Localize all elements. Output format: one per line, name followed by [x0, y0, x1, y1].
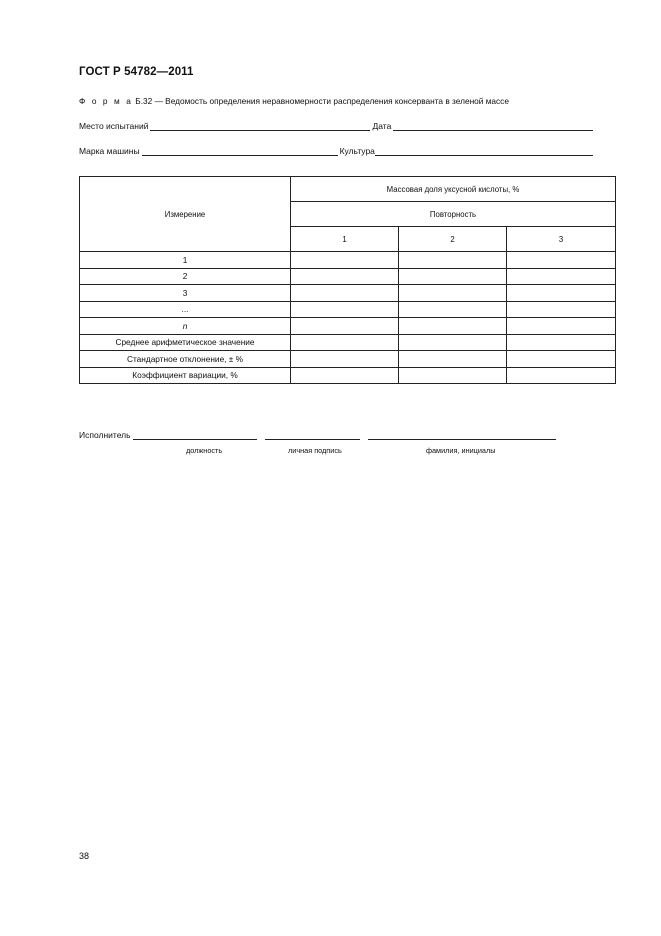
table-row	[80, 252, 616, 269]
table-row	[80, 351, 616, 368]
date-input-line[interactable]	[393, 121, 593, 131]
form-prefix: Ф о р м а	[79, 96, 133, 106]
table-cell[interactable]	[399, 334, 507, 351]
table-row	[80, 268, 616, 285]
table-row	[80, 334, 616, 351]
table-cell[interactable]	[507, 252, 616, 269]
table-cell[interactable]	[291, 285, 399, 302]
table-cell[interactable]	[507, 334, 616, 351]
name-line[interactable]	[368, 430, 556, 440]
row-label: Коэффициент вариации, %	[80, 367, 291, 384]
table-cell[interactable]	[291, 301, 399, 318]
table-row	[80, 301, 616, 318]
measurement-table	[79, 176, 616, 384]
table-cell[interactable]	[399, 268, 507, 285]
table-cell[interactable]	[291, 318, 399, 335]
page-number: 38	[79, 851, 90, 861]
table-cell[interactable]	[507, 367, 616, 384]
table-cell[interactable]	[291, 268, 399, 285]
table-cell[interactable]	[399, 351, 507, 368]
header-repeat-2: 2	[399, 227, 507, 252]
machine-input-line[interactable]	[142, 146, 338, 156]
row-label: 2	[80, 268, 291, 285]
table-cell[interactable]	[507, 301, 616, 318]
table-cell[interactable]	[399, 285, 507, 302]
table-row	[80, 285, 616, 302]
table-cell[interactable]	[399, 367, 507, 384]
place-date-row	[79, 121, 595, 131]
table-cell[interactable]	[399, 301, 507, 318]
table-cell[interactable]	[291, 252, 399, 269]
table-cell[interactable]	[399, 318, 507, 335]
table-cell[interactable]	[507, 268, 616, 285]
table-row	[80, 367, 616, 384]
row-label: Стандартное отклонение, ± %	[80, 351, 291, 368]
position-line[interactable]	[133, 430, 257, 440]
table-cell[interactable]	[399, 252, 507, 269]
machine-label: Марка машины	[79, 146, 140, 156]
header-measurement: Измерение	[80, 177, 291, 252]
row-label: n	[80, 318, 291, 335]
place-label: Место испытаний	[79, 121, 149, 131]
culture-label: Культура	[339, 146, 375, 156]
header-repeatability: Повторность	[291, 202, 616, 227]
header-acetic-acid: Массовая доля уксусной кислоты, %	[291, 177, 616, 202]
signature-line[interactable]	[265, 430, 360, 440]
name-caption: фамилия, инициалы	[426, 446, 496, 455]
executor-row	[79, 430, 556, 440]
place-input-line[interactable]	[150, 121, 370, 131]
table-cell[interactable]	[291, 334, 399, 351]
table-cell[interactable]	[291, 351, 399, 368]
executor-label: Исполнитель	[79, 430, 131, 440]
table-cell[interactable]	[507, 351, 616, 368]
row-label: ...	[80, 301, 291, 318]
row-label: 1	[80, 252, 291, 269]
header-repeat-1: 1	[291, 227, 399, 252]
table-row	[80, 318, 616, 335]
date-label: Дата	[372, 121, 392, 131]
row-label: Среднее арифметическое значение	[80, 334, 291, 351]
form-title-text: Б.32 — Ведомость определения неравномерности распределения консерванта в зеленой массе	[135, 96, 509, 106]
table-cell[interactable]	[507, 318, 616, 335]
table-cell[interactable]	[291, 367, 399, 384]
machine-culture-row	[79, 146, 595, 156]
position-caption: должность	[186, 446, 223, 455]
row-label: 3	[80, 285, 291, 302]
table-cell[interactable]	[507, 285, 616, 302]
form-title	[79, 96, 509, 106]
document-code: ГОСТ Р 54782—2011	[79, 66, 194, 78]
header-repeat-3: 3	[507, 227, 616, 252]
signature-caption: личная подпись	[288, 446, 342, 455]
culture-input-line[interactable]	[375, 146, 593, 156]
